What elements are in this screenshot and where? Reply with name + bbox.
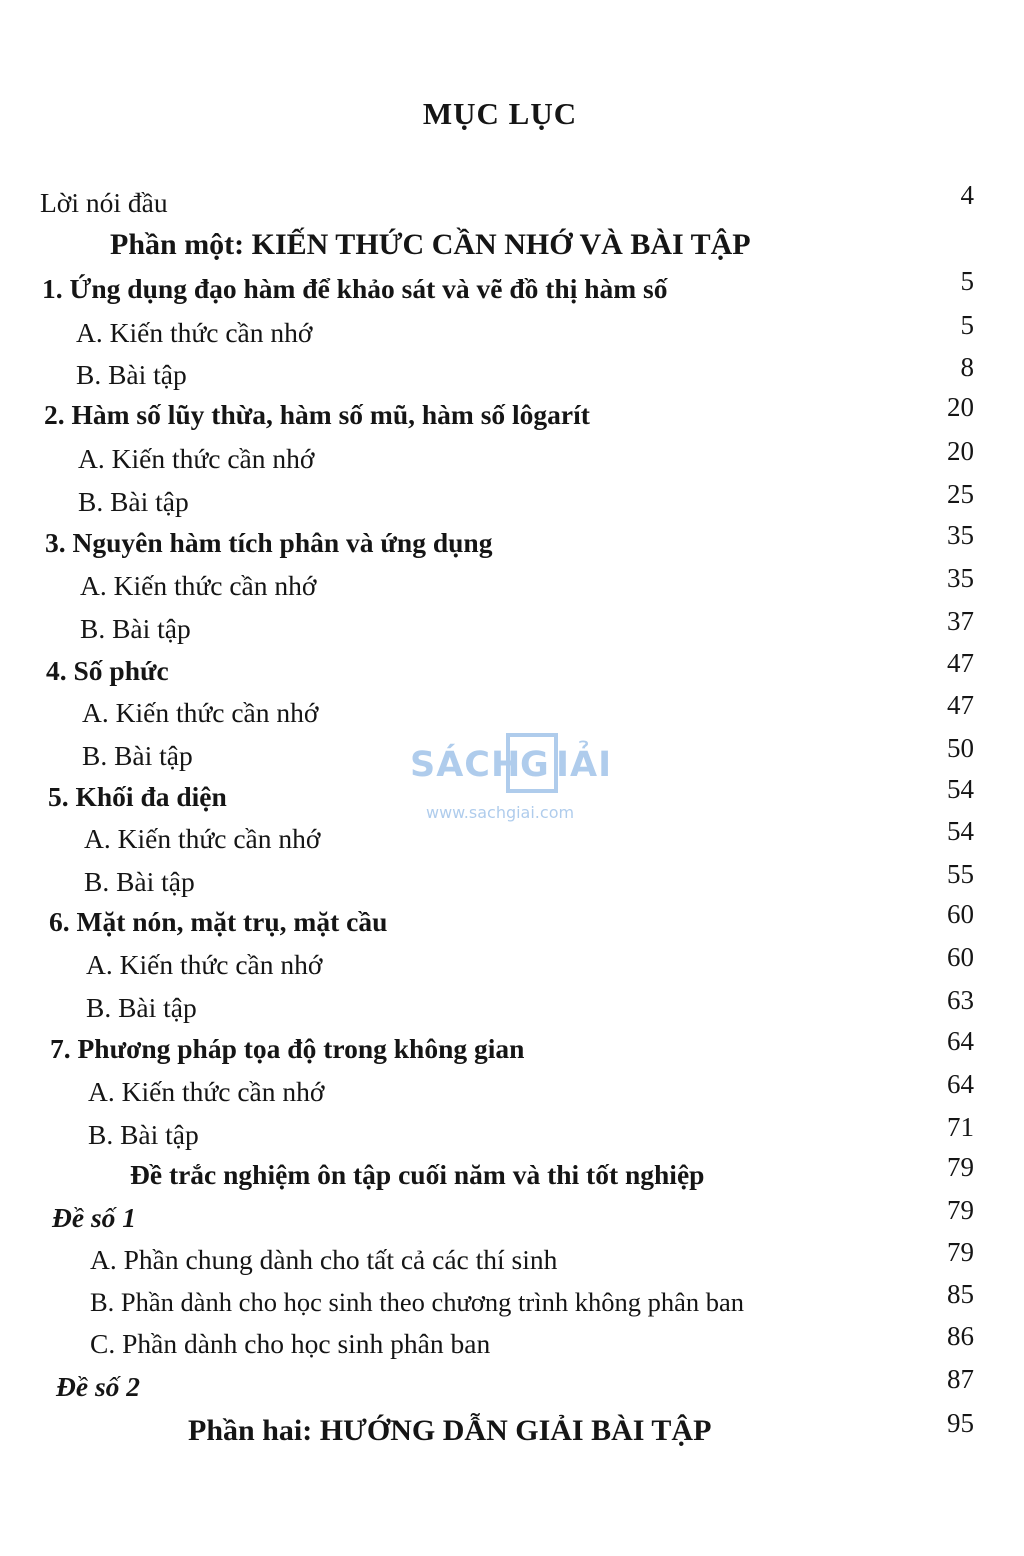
entry-page: 20 (947, 392, 974, 422)
toc-entry (0, 1279, 1024, 1327)
toc-exam-1 (0, 1195, 1024, 1243)
toc-chapter-7 (0, 1026, 1024, 1074)
toc-exam-section-heading (0, 1152, 1024, 1200)
toc-entry (0, 1237, 1024, 1285)
entry-page: 37 (947, 606, 974, 636)
entry-label: A. Kiến thức cần nhớ (82, 697, 319, 728)
toc-entry-preface (0, 180, 1024, 228)
entry-page: 47 (947, 648, 974, 678)
entry-label: B. Bài tập (80, 613, 191, 644)
toc-entry (0, 436, 1024, 484)
entry-label: A. Phần chung dành cho tất cả các thí sinh (90, 1244, 558, 1275)
entry-page: 5 (960, 310, 974, 340)
entry-page: 60 (947, 899, 974, 929)
entry-label: A. Kiến thức cần nhớ (78, 443, 315, 474)
toc-entry (0, 310, 1024, 358)
entry-label: B. Bài tập (86, 992, 197, 1023)
chapter-label: 3. Nguyên hàm tích phân và ứng dụng (45, 527, 493, 558)
entry-page: 79 (947, 1152, 974, 1182)
entry-label: B. Bài tập (78, 486, 189, 517)
entry-page: 47 (947, 690, 974, 720)
entry-page: 71 (947, 1112, 974, 1142)
toc-entry (0, 690, 1024, 738)
toc-entry (0, 1112, 1024, 1160)
watermark-url: www.sachgiai.com (426, 803, 575, 822)
chapter-label: 7. Phương pháp tọa độ trong không gian (50, 1033, 525, 1064)
entry-page: 35 (947, 520, 974, 550)
entry-page: 87 (947, 1364, 974, 1394)
exam-label: Đề số 2 (56, 1371, 141, 1402)
entry-page: 95 (947, 1408, 974, 1438)
section-heading: Đề trắc nghiệm ôn tập cuối năm và thi tốt nghiệp (130, 1159, 705, 1190)
entry-page: 85 (947, 1279, 974, 1309)
toc-entry (0, 563, 1024, 611)
entry-page: 64 (947, 1026, 974, 1056)
entry-page: 4 (960, 180, 974, 210)
part-heading: Phần một: KIẾN THỨC CẦN NHỚ VÀ BÀI TẬP (110, 228, 751, 261)
entry-label: B. Phần dành cho học sinh theo chương trình không phân ban (90, 1287, 744, 1317)
toc-entry (0, 816, 1024, 864)
entry-label: Lời nói đầu (40, 187, 168, 218)
toc-chapter-3 (0, 520, 1024, 568)
entry-page: 5 (960, 266, 974, 296)
chapter-label: 4. Số phức (46, 655, 169, 686)
watermark-brand-box-letter: G (520, 745, 550, 785)
exam-label: Đề số 1 (52, 1202, 137, 1233)
entry-page: 60 (947, 942, 974, 972)
entry-page: 35 (947, 563, 974, 593)
watermark-brand-left: SÁCH (410, 745, 522, 785)
entry-label: C. Phần dành cho học sinh phân ban (90, 1328, 491, 1359)
entry-page: 54 (947, 774, 974, 804)
entry-label: B. Bài tập (76, 359, 187, 390)
toc-chapter-2 (0, 392, 1024, 440)
entry-label: A. Kiến thức cần nhớ (84, 823, 321, 854)
entry-page: 55 (947, 859, 974, 889)
toc-entry (0, 942, 1024, 990)
entry-page: 50 (947, 733, 974, 763)
entry-page: 20 (947, 436, 974, 466)
chapter-label: 5. Khối đa diện (48, 781, 227, 812)
watermark-brand-right: IẢI (556, 745, 613, 785)
entry-page: 79 (947, 1195, 974, 1225)
entry-page: 79 (947, 1237, 974, 1267)
toc-entry (0, 479, 1024, 527)
entry-page: 86 (947, 1321, 974, 1351)
part-heading: Phần hai: HƯỚNG DẪN GIẢI BÀI TẬP (188, 1414, 712, 1447)
entry-label: B. Bài tập (82, 740, 193, 771)
entry-page: 8 (960, 352, 974, 382)
entry-label: A. Kiến thức cần nhớ (80, 570, 317, 601)
toc-chapter-6 (0, 899, 1024, 947)
toc-chapter-4 (0, 648, 1024, 696)
chapter-label: 6. Mặt nón, mặt trụ, mặt cầu (49, 906, 388, 937)
entry-page: 54 (947, 816, 974, 846)
entry-label: A. Kiến thức cần nhớ (76, 317, 313, 348)
entry-label: A. Kiến thức cần nhớ (88, 1076, 325, 1107)
toc-entry (0, 733, 1024, 781)
toc-entry (0, 1069, 1024, 1117)
toc-entry (0, 1321, 1024, 1369)
toc-part-one-heading (0, 228, 1024, 270)
chapter-label: 1. Ứng dụng đạo hàm để khảo sát và vẽ đồ thị hàm số (42, 273, 668, 304)
toc-exam-2 (0, 1364, 1024, 1412)
entry-page: 64 (947, 1069, 974, 1099)
toc-entry (0, 606, 1024, 654)
toc-entry (0, 985, 1024, 1033)
toc-chapter-5 (0, 774, 1024, 822)
toc-part-two-heading (0, 1408, 1024, 1456)
entry-page: 25 (947, 479, 974, 509)
toc-entry (0, 859, 1024, 907)
entry-label: A. Kiến thức cần nhớ (86, 949, 323, 980)
toc-chapter-1 (0, 266, 1024, 314)
page-title: MỤC LỤC (422, 96, 578, 131)
chapter-label: 2. Hàm số lũy thừa, hàm số mũ, hàm số lôgarít (44, 399, 590, 430)
entry-label: B. Bài tập (88, 1119, 199, 1150)
entry-page: 63 (947, 985, 974, 1015)
entry-label: B. Bài tập (84, 866, 195, 897)
toc-entry (0, 352, 1024, 400)
